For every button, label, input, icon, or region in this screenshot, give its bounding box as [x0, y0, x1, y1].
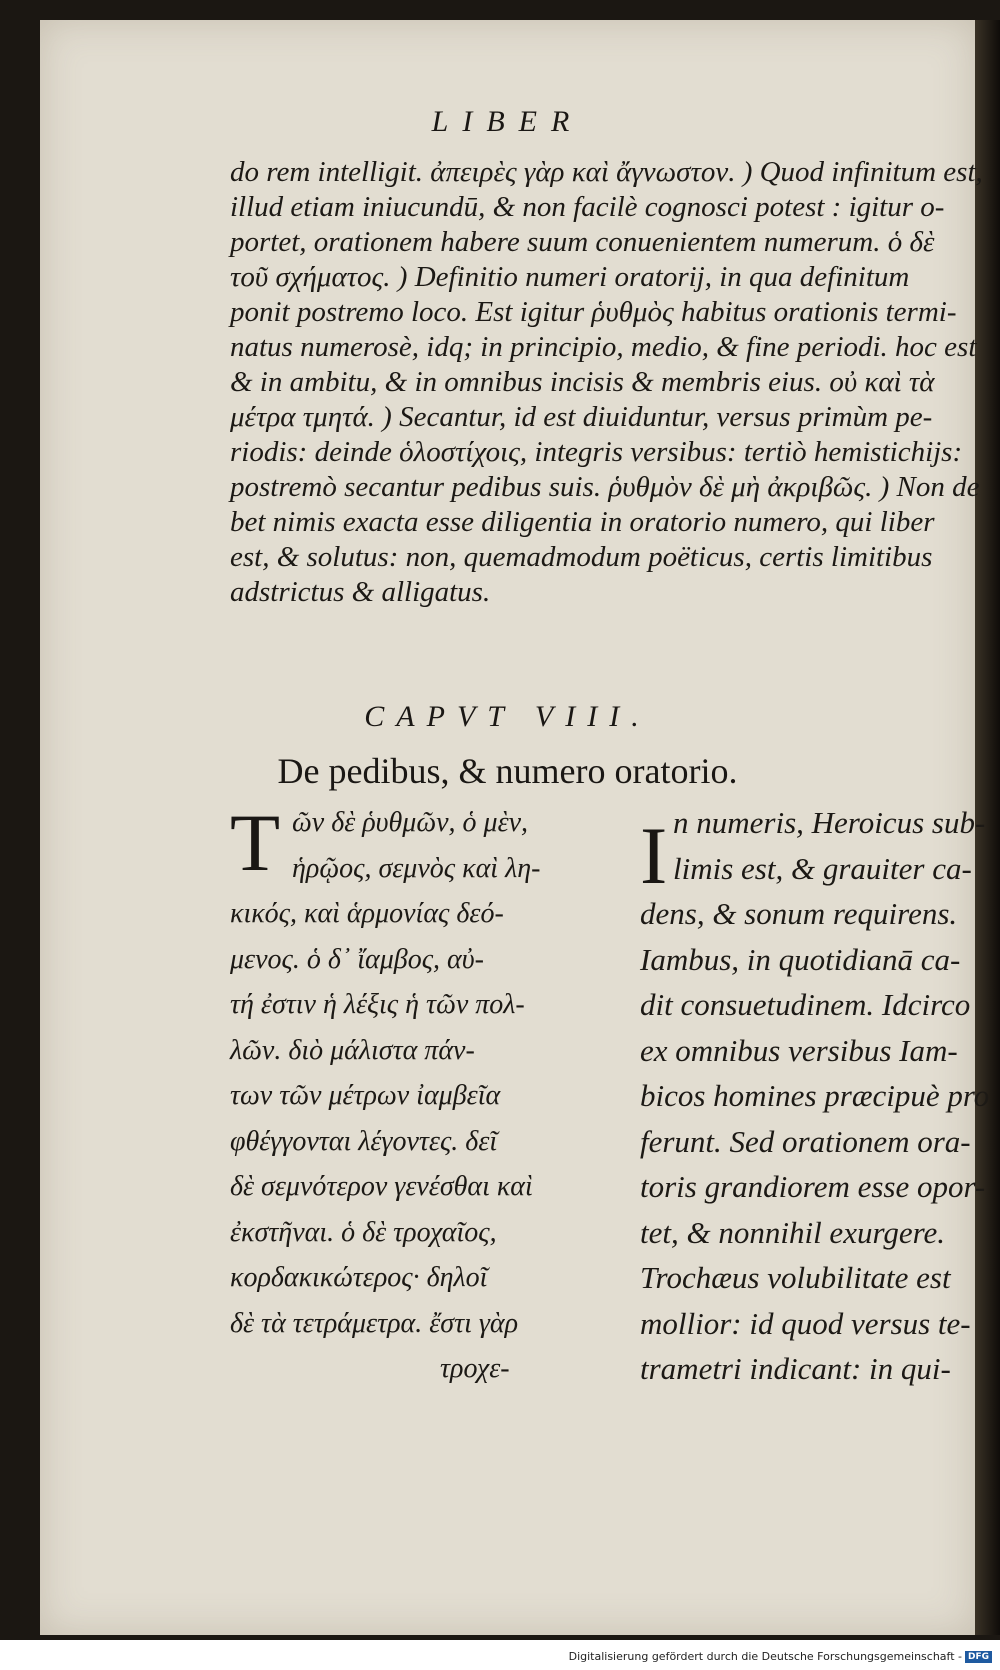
greek-line: δὲ σεμνότερον γενέσθαι καὶ — [230, 1171, 533, 1202]
latin-line: Trochæus volubilitate est — [640, 1260, 951, 1295]
latin-line: ferunt. Sed orationem ora- — [640, 1123, 971, 1159]
greek-drop-capital: T — [230, 797, 281, 888]
latin-line: mollior: id quod versus te- — [640, 1305, 971, 1341]
greek-line: ῶν δὲ ῥυθμῶν, ὁ μὲν, — [292, 807, 529, 838]
greek-line: κορδακικώτερος· δηλοῖ — [230, 1262, 488, 1293]
text-line: riodis: deinde ὁλοστίχοις, integris versibus: tertiò hemistichijs: — [230, 436, 963, 468]
latin-line: trametri indicant: in qui- — [640, 1351, 951, 1386]
latin-line: limis est, & grauiter ca- — [673, 850, 972, 886]
text-line: adstrictus & alligatus. — [230, 576, 491, 608]
text-line: & in ambitu, & in omnibus incisis & membris eius. οὐ καὶ τὰ — [230, 366, 935, 398]
book-page — [40, 20, 990, 1635]
greek-catchword: τροχε- — [440, 1353, 510, 1384]
dfg-logo: DFG — [965, 1651, 992, 1663]
digitization-credit — [569, 1650, 992, 1663]
latin-line: Iambus, in quotidianā ca- — [640, 941, 961, 977]
greek-line: τή ἐστιν ἡ λέξις ἡ τῶν πολ- — [230, 989, 525, 1020]
text-line: bet nimis exacta esse diligentia in oratorio numero, qui liber — [230, 506, 935, 538]
greek-line: φθέγγονται λέγοντες. δεῖ — [230, 1125, 498, 1157]
text-line: postremò secantur pedibus suis. ῥυθμὸν δὲ μὴ ἀκριβῶς. ) Non de — [230, 471, 980, 503]
greek-line: των τῶν μέτρων ἰαμβεῖα — [230, 1080, 501, 1111]
greek-line: λῶν. διὸ μάλιστα πάν- — [230, 1034, 475, 1066]
greek-line: ἡρῷος, σεμνὸς καὶ λη- — [292, 852, 541, 884]
latin-line: dit consuetudinem. Idcirco — [640, 987, 971, 1022]
text-line: illud etiam iniucundū, & non facilè cognosci potest : igitur o- — [230, 191, 945, 223]
text-line: do rem intelligit. ἀπειρὲς γὰρ καὶ ἄγνωστον. ) Quod infinitum est, — [230, 156, 983, 188]
text-line: ponit postremo loco. Est igitur ῥυθμὸς habitus orationis termi- — [230, 296, 957, 328]
greek-column — [230, 797, 615, 1392]
latin-line: tet, & nonnihil exurgere. — [640, 1214, 946, 1250]
greek-line: δὲ τὰ τετράμετρα. ἔστι γὰρ — [230, 1307, 519, 1339]
latin-line: toris grandiorem esse opor- — [640, 1169, 986, 1204]
commentary-text — [230, 155, 1000, 610]
text-line: portet, orationem habere suum conuenientem numerum. ὁ δὲ — [230, 226, 935, 258]
running-head: LIBER — [431, 105, 584, 138]
text-line: μέτρα τμητά. ) Secantur, id est diuiduntur, versus primùm pe- — [230, 401, 933, 433]
text-line: natus numerosè, idq; in principio, medio, & fine periodi. hoc est — [230, 331, 977, 363]
credit-text: Digitalisierung gefördert durch die Deutsche Forschungsgemeinschaft - — [568, 1650, 962, 1663]
greek-line: μενος. ὁ δ᾽ ἴαμβος, αὐ- — [230, 943, 484, 975]
latin-line: dens, & sonum requirens. — [640, 896, 958, 931]
latin-line: ex omnibus versibus Iam- — [640, 1032, 958, 1068]
greek-line: ἐκστῆναι. ὁ δὲ τροχαῖος, — [230, 1216, 497, 1248]
latin-line: n numeris, Heroicus sub- — [673, 805, 986, 840]
latin-line: bicos homines præcipuè pro — [640, 1078, 990, 1113]
text-line: τοῦ σχήματος. ) Definitio numeri oratorij, in qua definitum — [230, 261, 910, 293]
greek-line: κικός, καὶ ἁρμονίας δεό- — [230, 898, 504, 929]
latin-column — [640, 800, 1000, 1392]
chapter-heading: CAPVT VIII. — [364, 700, 651, 733]
chapter-title: De pedibus, & numero oratorio. — [277, 751, 738, 791]
latin-drop-capital: I — [640, 810, 668, 901]
text-line: est, & solutus: non, quemadmodum poëticus, certis limitibus — [230, 541, 933, 573]
